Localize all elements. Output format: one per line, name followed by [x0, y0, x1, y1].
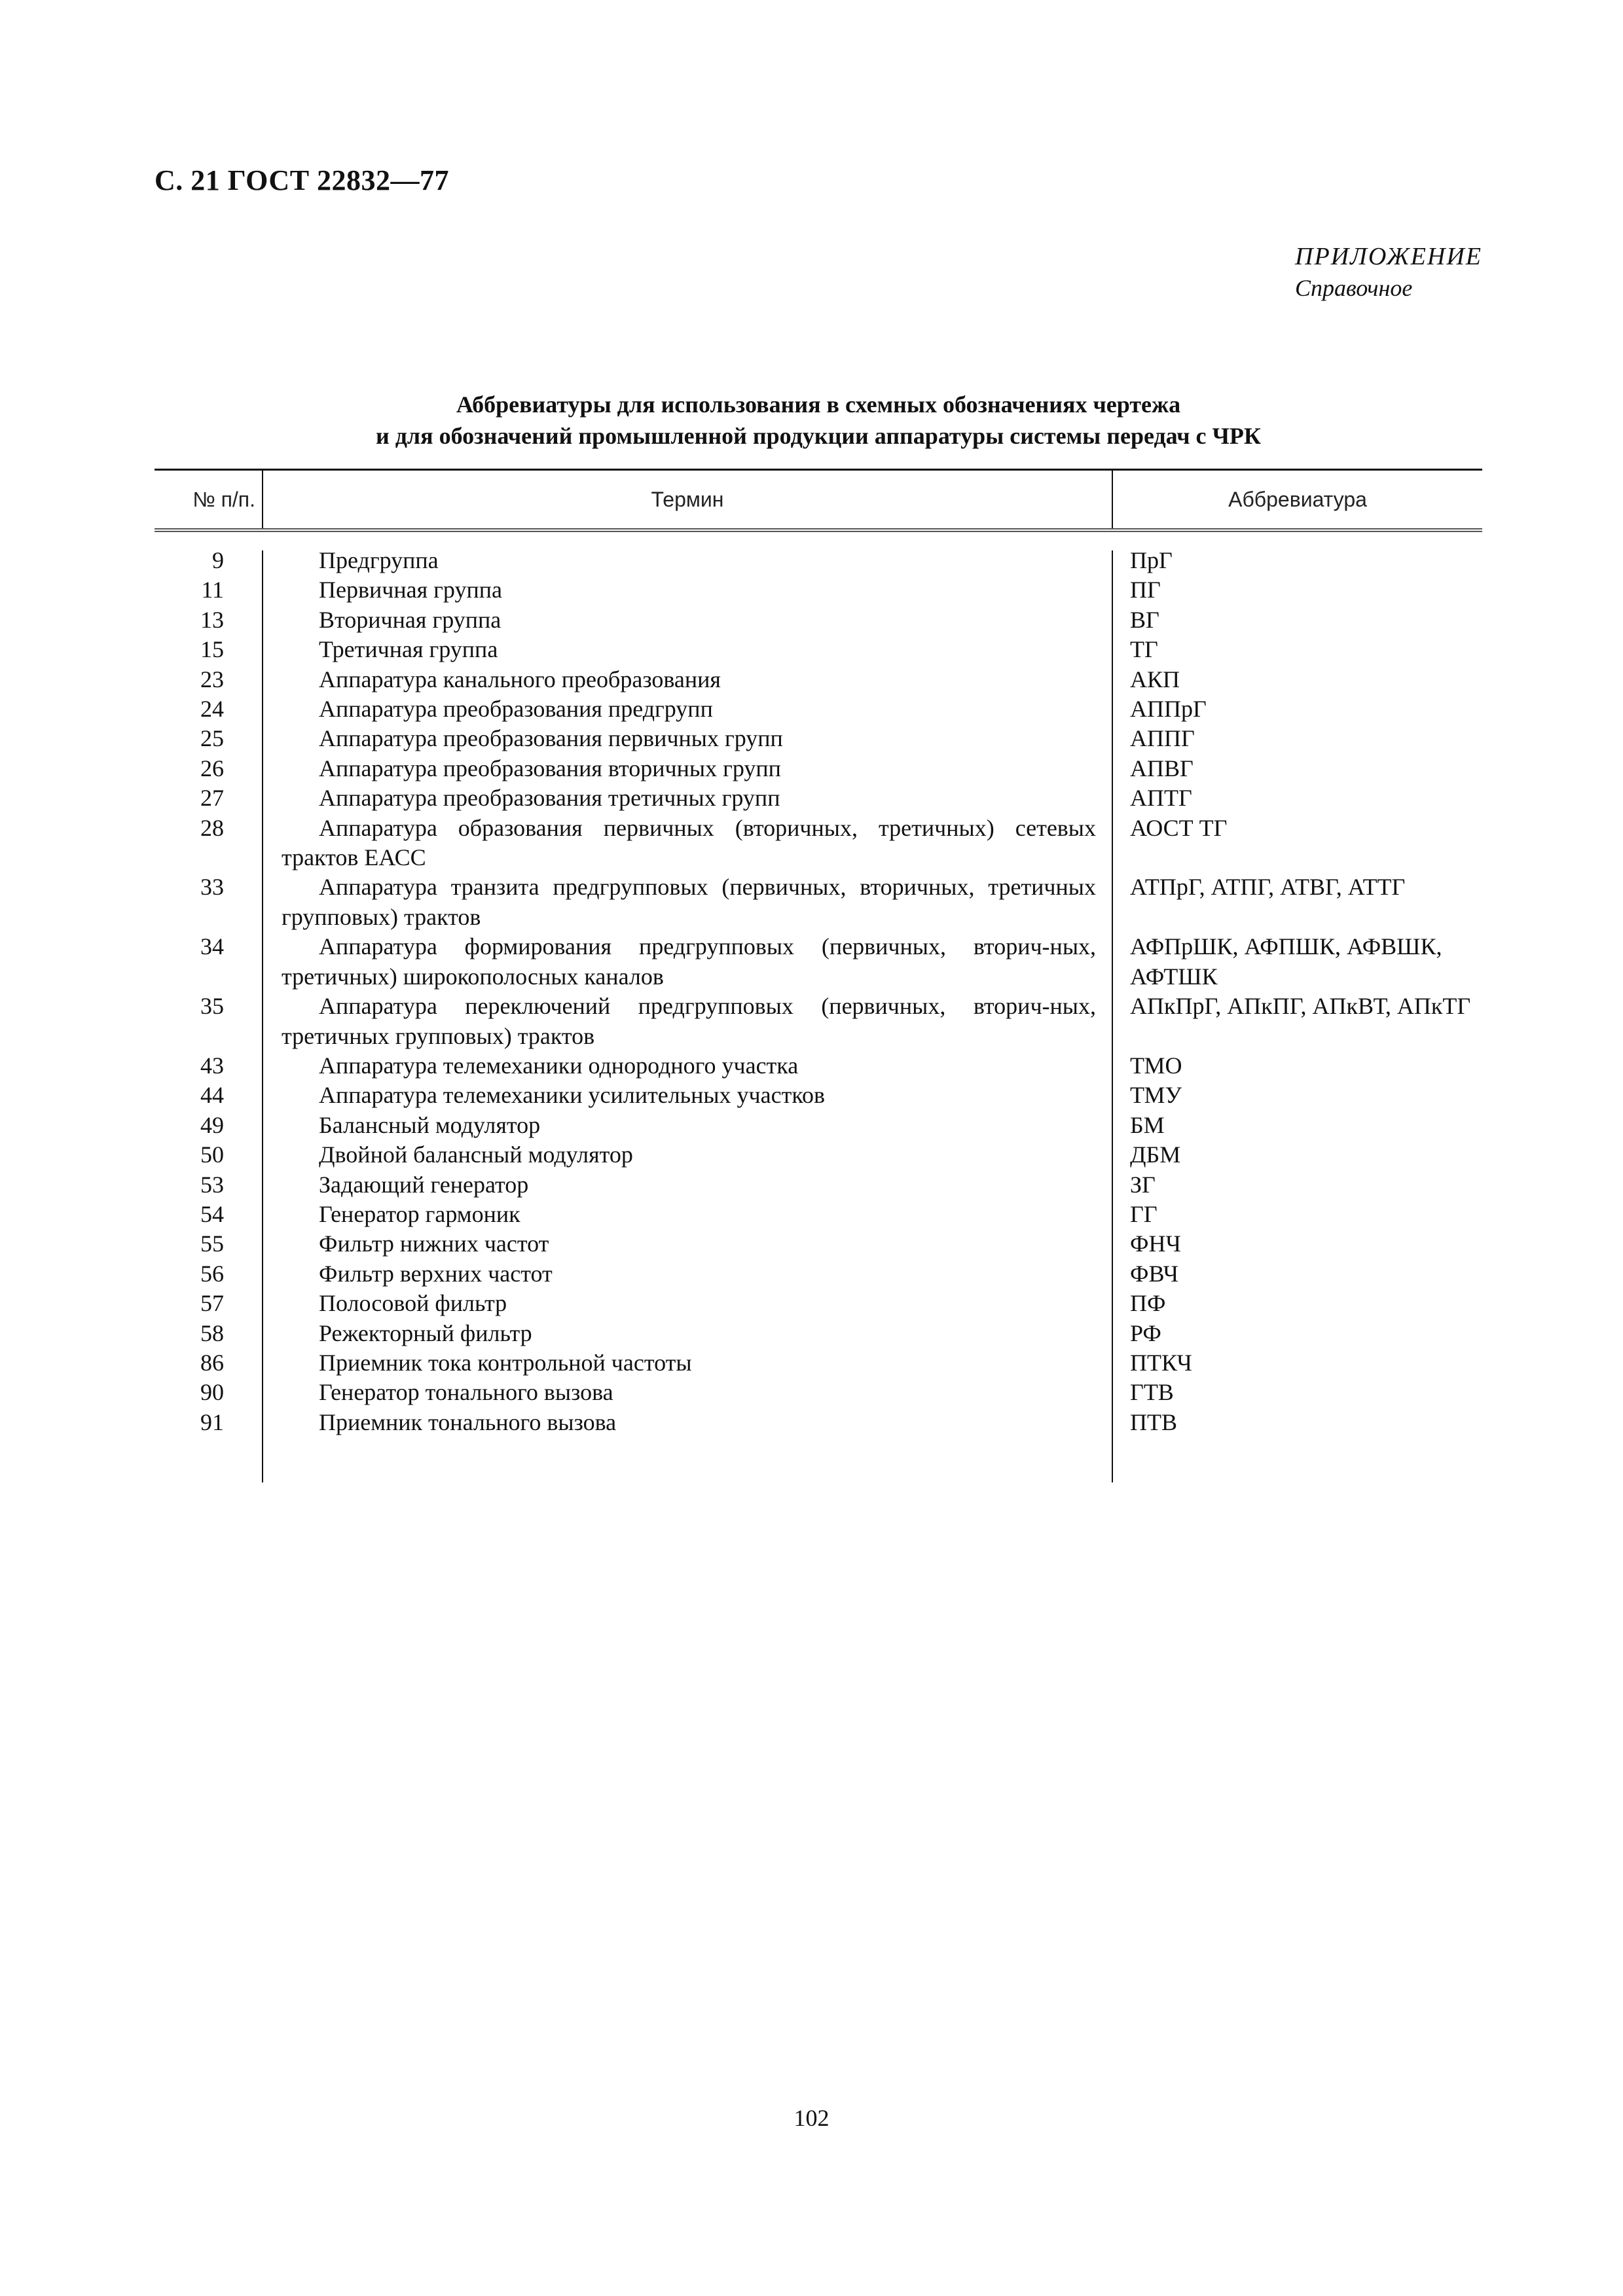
row-number: 55 — [200, 1230, 224, 1257]
appendix-subtitle: Справочное — [1295, 275, 1413, 301]
row-abbreviation: РФ — [1130, 1319, 1161, 1346]
row-term: Приемник тонального вызова — [319, 1408, 617, 1435]
row-abbreviation: ПТКЧ — [1130, 1349, 1192, 1376]
table-row — [155, 872, 1482, 932]
row-term: Аппаратура переключений предгрупповых (первичных, вторич-ных, третичных групповых) трактов — [282, 993, 1096, 1049]
row-abbreviation: ПТВ — [1130, 1408, 1177, 1435]
table-row — [155, 1140, 1482, 1170]
table-row — [155, 665, 1482, 694]
row-abbreviation: АФПрШК, АФПШК, АФВШК, АФТШК — [1130, 933, 1442, 990]
column-header-number: № п/п. — [192, 487, 255, 511]
table-row — [155, 754, 1482, 783]
table-row — [155, 783, 1482, 813]
row-number: 54 — [200, 1200, 224, 1227]
row-term: Аппаратура формирования предгрупповых (первичных, вторич-ных, третичных) широкополосных каналов — [282, 933, 1096, 990]
row-term: Генератор гармоник — [319, 1200, 520, 1227]
table-row — [155, 1289, 1482, 1318]
row-number: 50 — [200, 1141, 224, 1168]
row-number: 49 — [200, 1111, 224, 1138]
table-row — [155, 635, 1482, 664]
row-abbreviation: ТМО — [1130, 1052, 1182, 1079]
row-term: Вторичная группа — [319, 606, 501, 633]
table-row — [155, 814, 1482, 873]
row-number: 28 — [200, 814, 224, 841]
table-row — [155, 1200, 1482, 1229]
row-abbreviation: БМ — [1130, 1111, 1165, 1138]
row-number: 34 — [200, 933, 224, 960]
table-row — [155, 1408, 1482, 1437]
row-term: Аппаратура телемеханики усилительных участков — [319, 1082, 825, 1109]
row-abbreviation: ДБМ — [1130, 1141, 1181, 1168]
row-abbreviation: АПкПрГ, АПкПГ, АПкВТ, АПкТГ — [1130, 993, 1471, 1020]
row-abbreviation: АППрГ — [1130, 696, 1207, 723]
row-abbreviation: ФНЧ — [1130, 1230, 1181, 1257]
page-number: 102 — [793, 2105, 830, 2131]
table-row — [155, 1051, 1482, 1081]
row-term: Фильтр нижних частот — [319, 1230, 549, 1257]
table-row — [155, 1348, 1482, 1378]
table-row — [155, 1319, 1482, 1348]
row-abbreviation: ВГ — [1130, 606, 1159, 633]
row-term: Первичная группа — [319, 577, 502, 603]
row-term: Двойной балансный модулятор — [319, 1141, 633, 1168]
page-header: С. 21 ГОСТ 22832—77 — [155, 164, 450, 196]
table-row — [155, 1111, 1482, 1140]
row-abbreviation: АПВГ — [1130, 755, 1194, 781]
row-number: 44 — [200, 1082, 224, 1109]
row-term: Аппаратура преобразования предгрупп — [319, 696, 713, 723]
row-term: Предгруппа — [319, 547, 439, 573]
table-title-line-2: и для обозначений промышленной продукции аппаратуры системы передач с ЧРК — [375, 423, 1262, 449]
table-header-row — [155, 469, 1482, 532]
row-number: 33 — [200, 874, 224, 901]
table-rows — [155, 546, 1482, 1437]
row-number: 43 — [200, 1052, 224, 1079]
row-term: Полосовой фильтр — [319, 1290, 507, 1317]
row-number: 13 — [200, 606, 224, 633]
table-row — [155, 932, 1482, 992]
row-abbreviation: ГГ — [1130, 1200, 1158, 1227]
row-number: 11 — [201, 577, 224, 603]
row-term: Фильтр верхних частот — [319, 1260, 553, 1287]
table-row — [155, 1081, 1482, 1110]
row-term: Третичная группа — [319, 636, 498, 663]
row-number: 58 — [200, 1319, 224, 1346]
row-abbreviation: ПФ — [1130, 1290, 1166, 1317]
row-number: 91 — [200, 1408, 224, 1435]
row-term: Режекторный фильтр — [319, 1319, 532, 1346]
row-number: 56 — [200, 1260, 224, 1287]
row-number: 25 — [200, 725, 224, 752]
row-abbreviation: АППГ — [1130, 725, 1195, 752]
table-row — [155, 992, 1482, 1051]
table-title — [155, 389, 1482, 452]
table-row — [155, 1378, 1482, 1407]
row-number: 15 — [200, 636, 224, 663]
row-number: 27 — [200, 785, 224, 812]
table-row — [155, 1170, 1482, 1200]
row-number: 90 — [200, 1379, 224, 1406]
row-number: 86 — [200, 1349, 224, 1376]
row-term: Аппаратура преобразования третичных групп — [319, 785, 780, 812]
table-row — [155, 546, 1482, 575]
table-row — [155, 1259, 1482, 1289]
row-term: Аппаратура транзита предгрупповых (первичных, вторичных, третичных групповых) трактов — [282, 874, 1096, 930]
row-number: 53 — [200, 1171, 224, 1198]
row-abbreviation: ГТВ — [1130, 1379, 1174, 1406]
row-abbreviation: АОСТ ТГ — [1130, 814, 1228, 841]
row-abbreviation: ТГ — [1130, 636, 1158, 663]
table-row — [155, 724, 1482, 753]
row-term: Приемник тока контрольной частоты — [319, 1349, 692, 1376]
row-term: Аппаратура преобразования вторичных групп — [319, 755, 781, 781]
row-abbreviation: АТПрГ, АТПГ, АТВГ, АТТГ — [1130, 874, 1406, 901]
row-number: 23 — [200, 666, 224, 692]
table-row — [155, 694, 1482, 724]
row-number: 24 — [200, 696, 224, 723]
row-abbreviation: ЗГ — [1130, 1171, 1156, 1198]
row-abbreviation: АКП — [1130, 666, 1180, 692]
row-abbreviation: ТМУ — [1130, 1082, 1182, 1109]
table-title-line-1: Аббревиатуры для использования в схемных обозначениях чертежа — [456, 391, 1181, 418]
table-row — [155, 1229, 1482, 1259]
row-number: 57 — [200, 1290, 224, 1317]
row-term: Балансный модулятор — [319, 1111, 541, 1138]
table-row — [155, 605, 1482, 635]
row-number: 35 — [200, 993, 224, 1020]
row-number: 26 — [200, 755, 224, 781]
row-term: Аппаратура преобразования первичных групп — [319, 725, 783, 752]
row-term: Аппаратура телемеханики однородного участка — [319, 1052, 799, 1079]
row-term: Генератор тонального вызова — [319, 1379, 613, 1406]
row-abbreviation: ФВЧ — [1130, 1260, 1179, 1287]
table-row — [155, 575, 1482, 605]
row-term: Задающий генератор — [319, 1171, 529, 1198]
appendix-title: ПРИЛОЖЕНИЕ — [1295, 243, 1482, 270]
column-header-term: Термин — [262, 471, 1113, 528]
row-abbreviation: ПГ — [1130, 577, 1161, 603]
appendix-block — [1295, 241, 1482, 304]
row-term: Аппаратура канального преобразования — [319, 666, 721, 692]
row-abbreviation: АПТГ — [1130, 785, 1192, 812]
row-abbreviation: ПрГ — [1130, 547, 1173, 573]
abbreviation-table — [155, 469, 1482, 1482]
row-number: 9 — [212, 547, 224, 573]
column-header-abbreviation: Аббревиатура — [1228, 487, 1367, 511]
row-term: Аппаратура образования первичных (вторичных, третичных) сетевых трактов ЕАСС — [282, 814, 1096, 871]
